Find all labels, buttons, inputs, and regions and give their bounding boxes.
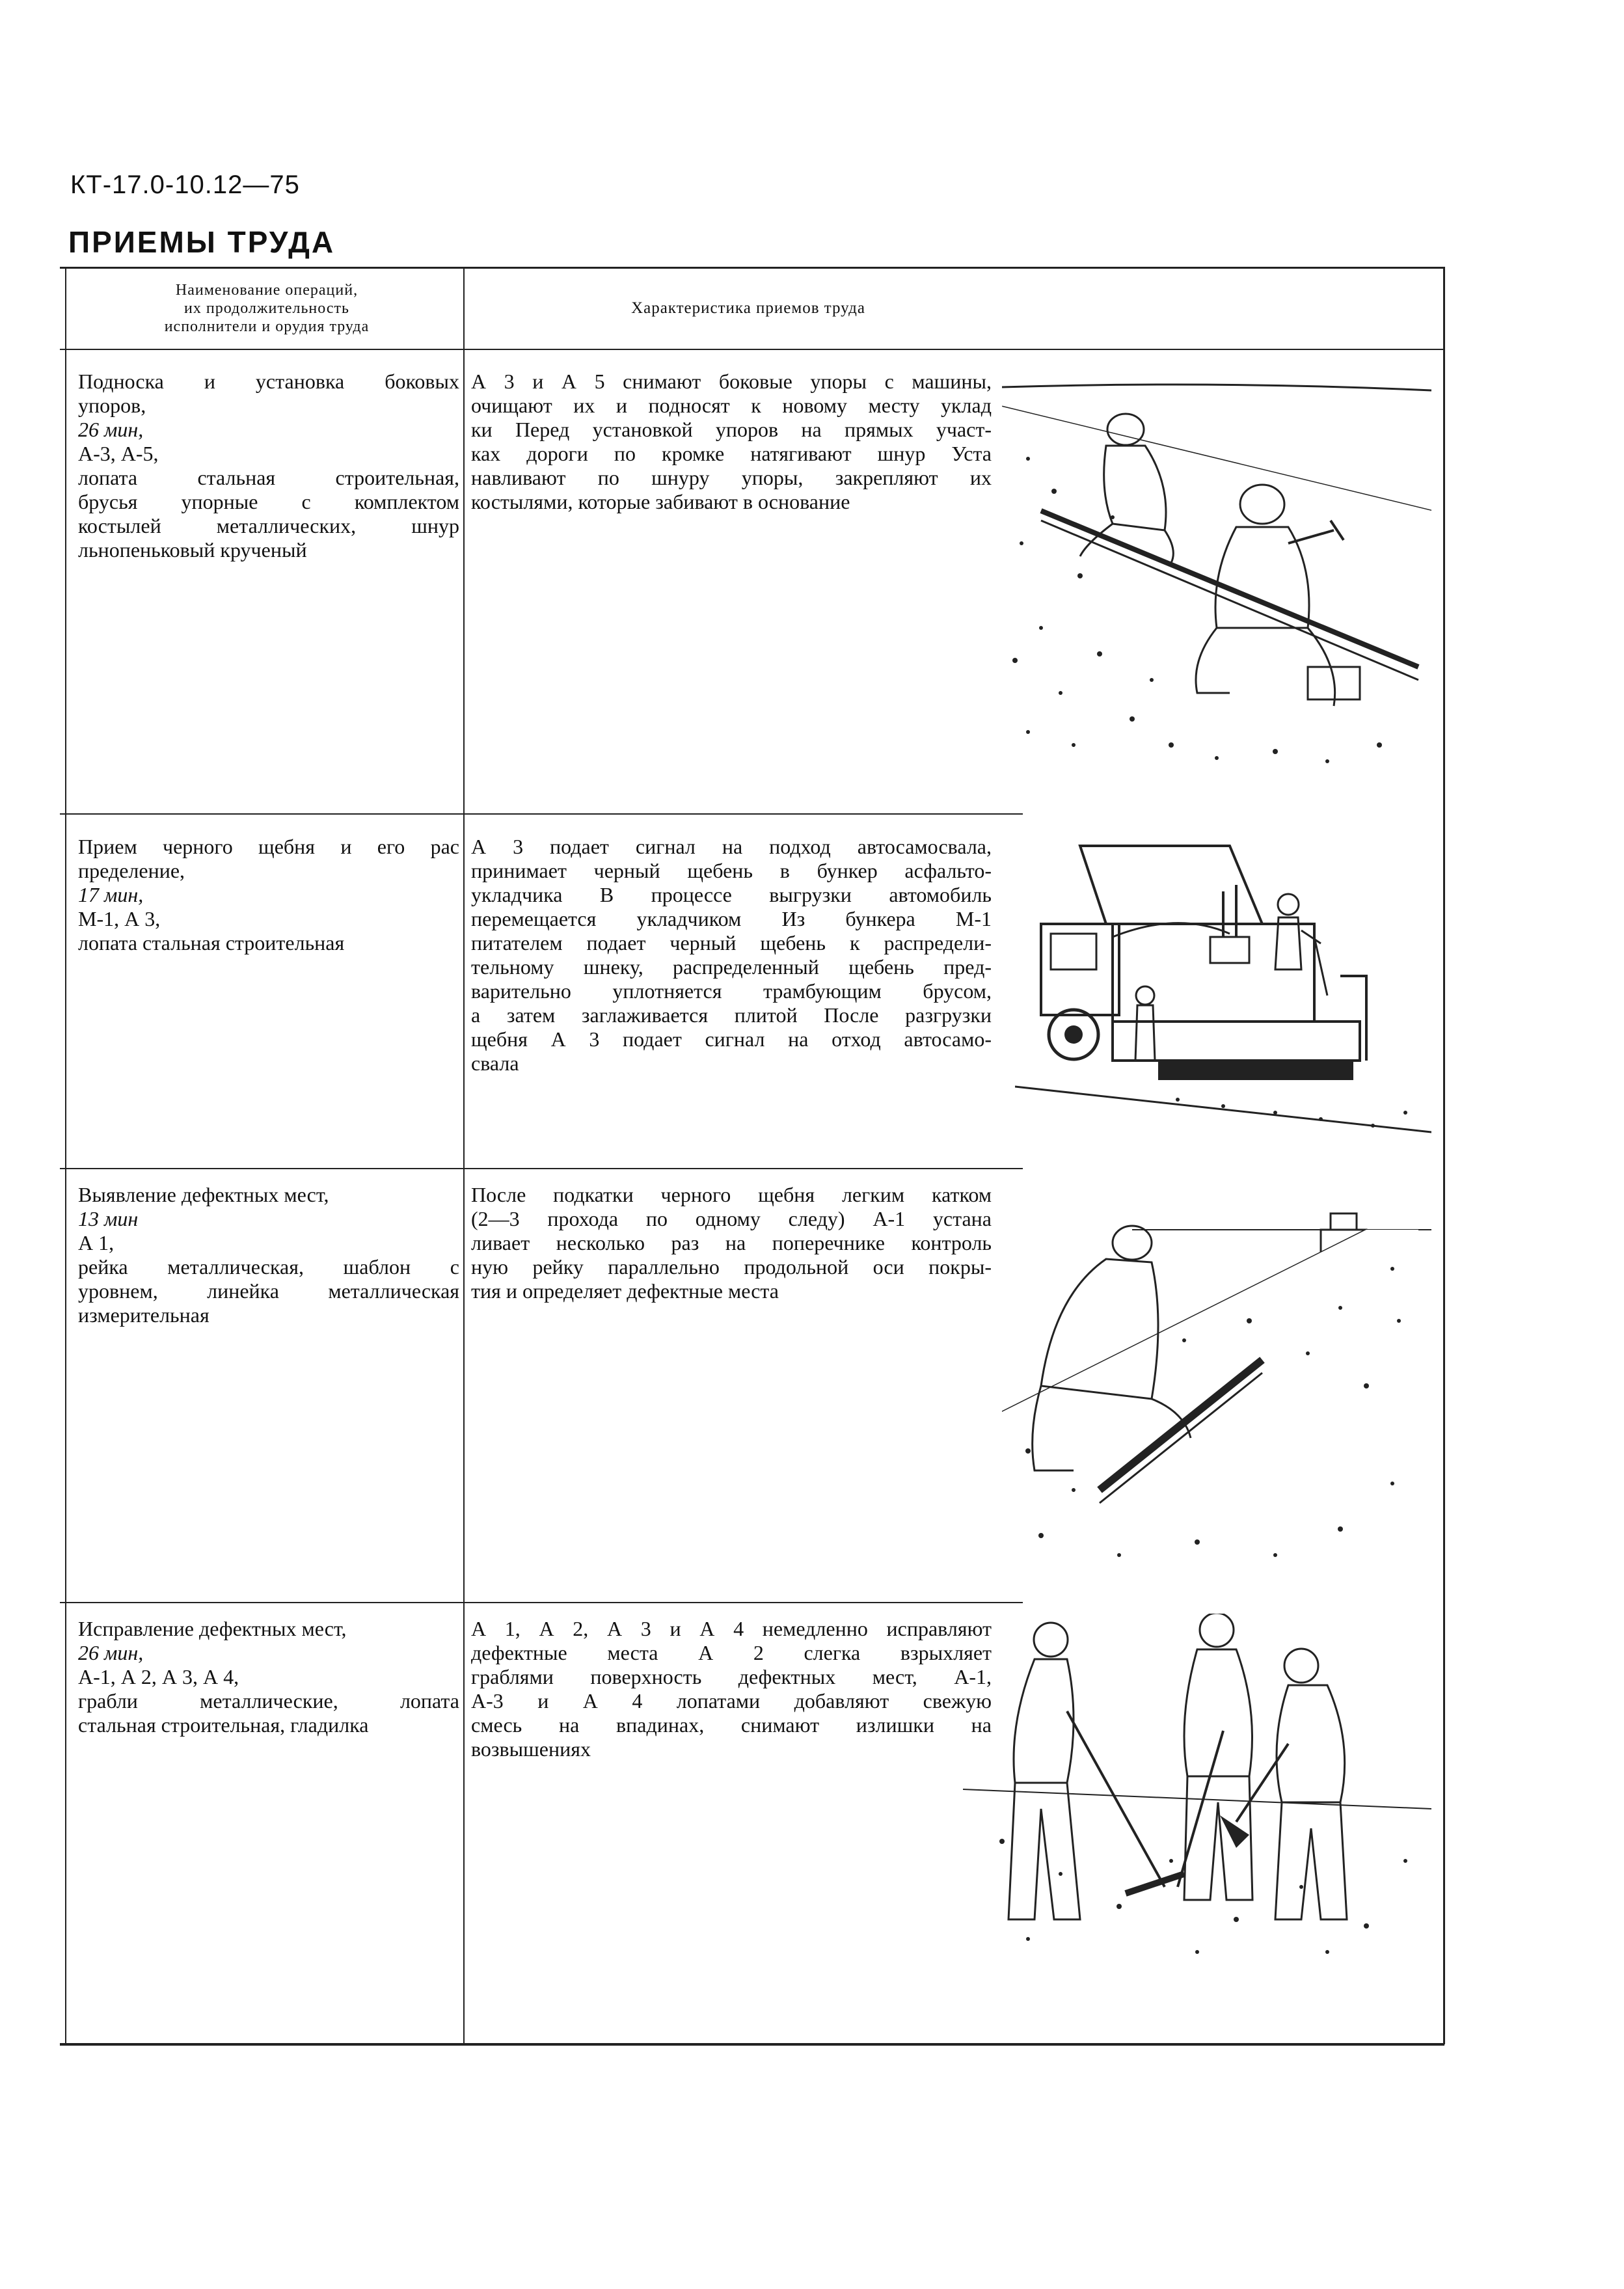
illustration-asphalt-paver xyxy=(1015,826,1431,1152)
description-cell-2: А 3 подает сигнал на подход автосамосвала, принимает черный щебень в бункер асфальто- укладчика В процессе выгрузки автомобиль перемещается укладчиком Из бункера М-1 питателем подает черный щебень к распредели- тельному шнеку, распределенный щебень пред- варительно уплотняется трамбующим брусом, а затем заглаживается плитой После разгрузки щебня А 3 подает сигнал на отход автосамо- свала xyxy=(471,835,992,1075)
operation-cell-2: Прием черного щебня и его рас пределение, 17 мин, М-1, А 3, лопата стальная строительная xyxy=(78,835,459,955)
description-cell-3: После подкатки черного щебня легким катком (2—3 прохода по одному следу) А-1 устана ливает несколько раз на поперечнике контроль ную рейку параллельно продольной оси покры- тия и определяет дефектные места xyxy=(471,1183,992,1303)
description-cell-1: А 3 и А 5 снимают боковые упоры с машины, очищают их и подносят к новому месту уклад ки Перед установкой упоров на прямых участ- ках дороги по кромке натягивают шнур Уста навливают по шнуру упоры, закрепляют их костылями, которые забивают в основание xyxy=(471,370,992,513)
operation-cell-4: Исправление дефектных мест, 26 мин, А-1, А 2, А 3, А 4, грабли металлические, лопата стальная строительная, гладилка xyxy=(78,1617,459,1737)
illustration-installing-side-forms xyxy=(1002,381,1431,771)
column-header-description: Характеристика приемов труда xyxy=(631,299,865,317)
column-header-operations: Наименование операций, их продолжительность исполнители и орудия труда xyxy=(164,282,370,335)
illustration-fixing-defects xyxy=(963,1614,1431,1965)
illustration-checking-surface xyxy=(1002,1191,1431,1575)
operation-cell-3: Выявление дефектных мест, 13 мин А 1, рейка металлическая, шаблон с уровнем, линейка металлическая измерительная xyxy=(78,1183,459,1327)
description-cell-4: А 1, А 2, А 3 и А 4 немедленно исправляют дефектные места А 2 слегка взрыхляет граблями поверхность дефектных мест, А-1, А-3 и А 4 лопатами добавляют свежую смесь на впадинах, снимают излишки на возвышениях xyxy=(471,1617,992,1761)
document-code: КТ-17.0-10.12—75 xyxy=(70,170,300,199)
operation-cell-1: Подноска и установка боковых упоров, 26 мин, А-3, А-5, лопата стальная строительная, брусья упорные с комплектом костылей металлических, шнур льнопеньковый крученый xyxy=(78,370,459,562)
section-title: ПРИЕМЫ ТРУДА xyxy=(68,225,336,259)
